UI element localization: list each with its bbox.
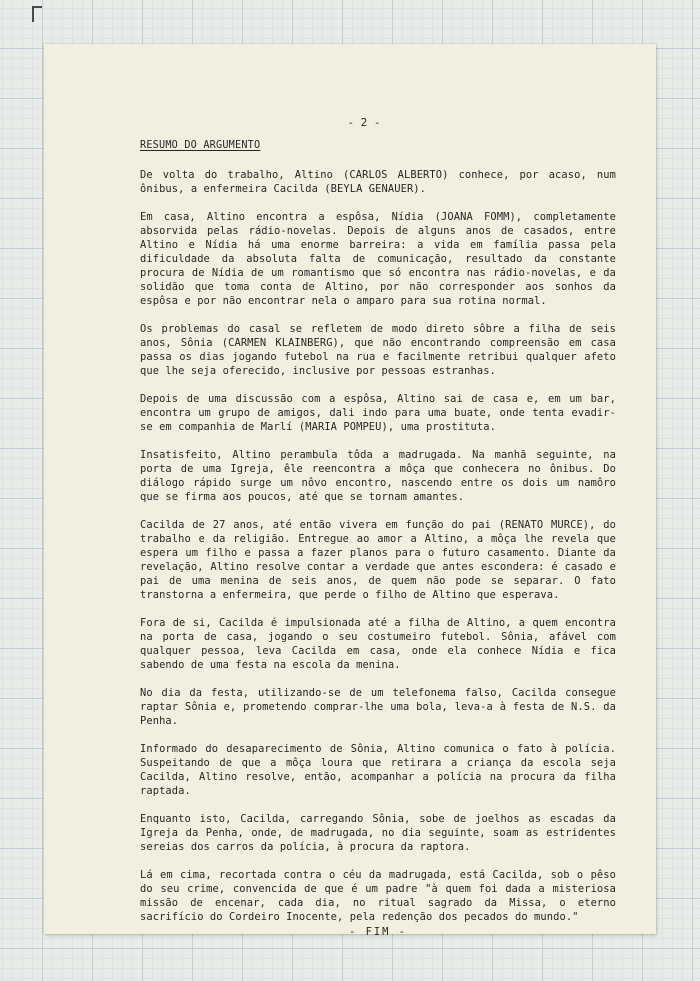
paragraph-1: De volta do trabalho, Altino (CARLOS ALBERTO) conhece, por acaso, num ônibus, a enfermeira Cacilda (BEYLA GENAUER). — [140, 169, 616, 195]
paragraph-8: No dia da festa, utilizando-se de um telefonema falso, Cacilda consegue raptar Sônia e, prometendo comprar-lhe uma bola, leva-a à festa de N.S. da Penha. — [140, 687, 616, 727]
paragraph-9: Informado do desaparecimento de Sônia, Altino comunica o fato à polícia. Suspeitando de que a môça loura que retirara a criança da escola seja Cacilda, Altino resolve, então, acompanhar a polícia na procura da filha raptada. — [140, 743, 616, 797]
section-heading: RESUMO DO ARGUMENTO — [140, 140, 261, 151]
show-through-text — [344, 74, 614, 87]
closing-mark: - FIM - — [349, 926, 407, 938]
corner-crop-mark — [32, 6, 42, 22]
paragraph-2: Em casa, Altino encontra a espôsa, Nídia (JOANA FOMM), completamente absorvida pelas rádio-novelas. Depois de alguns anos de casados, entre Altino e Nídia há uma enorme barreira: a vida em família passa pela dificuldade da absoluta falta de comunicação, resultado da constante procura de Nídia de um romantismo que só encontra nas rádio-novelas, e da solidão que toma conta de Altino, por não corresponder aos sonhos da espôsa e por não encontrar nela o amparo para sua rotina normal. — [140, 211, 616, 307]
paragraph-5: Insatisfeito, Altino perambula tôda a madrugada. Na manhã seguinte, na porta de uma Igreja, êle reencontra a môça que conhecera no ônibus. Do diálogo rápido surge um nôvo encontro, nascendo entre os dois um namôro que se firma aos poucos, até que se tornam amantes. — [140, 449, 616, 503]
paragraph-6: Cacilda de 27 anos, até então vivera em função do pai (RENATO MURCE), do trabalho e da religião. Entregue ao amor a Altino, a môça lhe revela que espera um filho e passa a fazer planos para o futuro casamento. Diante da revelação, Altino resolve contar a verdade que antes escondera: é casado e pai de uma menina de seis anos, de quem não pode se separar. O fato transtorna a enfermeira, que perde o filho de Altino que esperava. — [140, 519, 616, 601]
summary-body — [140, 168, 616, 938]
paragraph-7: Fora de si, Cacilda é impulsionada até a filha de Altino, a quem encontra na porta de casa, jogando o seu costumeiro futebol. Sônia, afável com qualquer pessoa, leva Cacilda em casa, onde ela conhece Nídia e fica sabendo de uma festa na escola da menina. — [140, 617, 616, 671]
paragraph-4: Depois de uma discussão com a espôsa, Altino sai de casa e, em um bar, encontra um grupo de amigos, dali indo para uma buate, onde tenta evadir-se em companhia de Marlí (MARIA POMPEU), uma prostituta. — [140, 393, 616, 433]
paragraph-10: Enquanto isto, Cacilda, carregando Sônia, sobe de joelhos as escadas da Igreja da Penha, onde, de madrugada, no dia seguinte, soam as estridentes sereias dos carros da polícia, à procura da raptora. — [140, 813, 616, 853]
typed-page — [44, 44, 656, 938]
paragraph-3: Os problemas do casal se refletem de modo direto sôbre a filha de seis anos, Sônia (CARMEN KLAINBERG), que não encontrando compreensão em casa passa os dias jogando futebol na rua e facilmente retribui qualquer afeto que lhe seja oferecido, inclusive por pessoas estranhas. — [140, 323, 616, 377]
paragraph-11: Lá em cima, recortada contra o céu da madrugada, está Cacilda, sob o pêso do seu crime, convencida de que é um padre "à quem foi dada a misteriosa missão de encenar, cada dia, no ritual sagrado da Missa, o eterno sacrifício do Cordeiro Inocente, pela redenção dos pecados do mundo." — [140, 869, 616, 923]
page-number: - 2 - — [347, 116, 381, 129]
